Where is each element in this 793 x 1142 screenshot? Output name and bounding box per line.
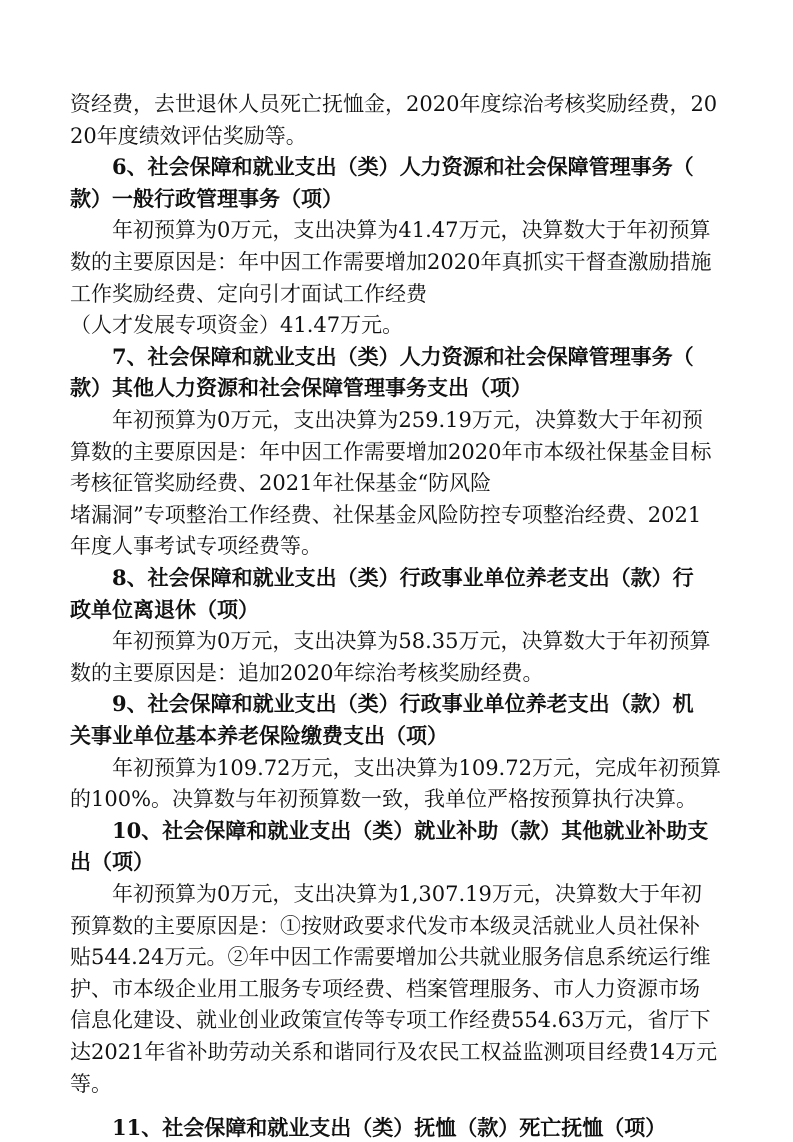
paragraph-line: 达2021年省补助劳动关系和谐同行及农民工权益监测项目经费14万元 bbox=[70, 1040, 718, 1064]
paragraph-line: 数的主要原因是：年中因工作需要增加2020年真抓实干督查激励措施 bbox=[70, 250, 712, 274]
paragraph-line: 信息化建设、就业创业政策宣传等专项工作经费554.63万元，省厅下 bbox=[70, 1008, 711, 1033]
section-heading-line: 8、社会保障和就业支出（类）行政事业单位养老支出（款）行 bbox=[112, 565, 694, 590]
paragraph-line: 护、市本级企业用工服务专项经费、档案管理服务、市人力资源市场 bbox=[70, 976, 700, 1001]
paragraph-line: 年初预算为0万元，支出决算为259.19万元，决算数大于年初预 bbox=[112, 408, 703, 432]
paragraph-line: 年初预算为0万元，支出决算为1,307.19万元，决算数大于年初 bbox=[112, 882, 702, 906]
section-heading-line: 9、社会保障和就业支出（类）行政事业单位养老支出（款）机 bbox=[112, 691, 694, 717]
paragraph-line: 的100%。决算数与年初预算数一致，我单位严格按预算执行决算。 bbox=[70, 787, 698, 812]
section-heading-line: 款）一般行政管理事务（项） bbox=[70, 185, 343, 211]
paragraph-line: 20年度绩效评估奖励等。 bbox=[70, 123, 307, 148]
section-heading-line: 出（项） bbox=[70, 849, 154, 875]
section-heading-line: 7、社会保障和就业支出（类）人力资源和社会保障管理事务（ bbox=[112, 343, 694, 369]
section-heading-line: 关事业单位基本养老保险缴费支出（项） bbox=[70, 723, 448, 748]
paragraph-line: 堵漏洞”专项整治工作经费、社保基金风险防控专项整治经费、2021 bbox=[70, 502, 702, 527]
paragraph-line: 数的主要原因是：追加2020年综治考核奖励经费。 bbox=[70, 660, 544, 685]
paragraph-line: 年初预算为0万元，支出决算为58.35万元，决算数大于年初预算 bbox=[112, 629, 711, 654]
paragraph-line: 考核征管奖励经费、2021年社保基金“防风险 bbox=[70, 471, 492, 496]
section-heading-line: 10、社会保障和就业支出（类）就业补助（款）其他就业补助支 bbox=[112, 817, 709, 843]
section-heading-line: 政单位离退休（项） bbox=[70, 596, 259, 622]
paragraph-line: 预算数的主要原因是：①按财政要求代发市本级灵活就业人员社保补 bbox=[70, 913, 700, 938]
paragraph-line: 工作奖励经费、定向引才面试工作经费 bbox=[70, 281, 427, 306]
paragraph-line: 年初预算为0万元，支出决算为41.47万元，决算数大于年初预算 bbox=[112, 218, 711, 243]
paragraph-line: （人才发展专项资金）41.47万元。 bbox=[70, 313, 404, 338]
paragraph-line: 贴544.24万元。②年中因工作需要增加公共就业服务信息系统运行维 bbox=[70, 945, 711, 970]
paragraph-line: 等。 bbox=[70, 1071, 112, 1096]
paragraph-line: 资经费，去世退休人员死亡抚恤金，2020年度综治考核奖励经费，20 bbox=[70, 92, 718, 116]
paragraph-line: 算数的主要原因是：年中因工作需要增加2020年市本级社保基金目标 bbox=[70, 439, 712, 464]
paragraph-line: 年度人事考试专项经费等。 bbox=[70, 534, 322, 559]
section-heading-line: 11、社会保障和就业支出（类）抚恤（款）死亡抚恤（项） bbox=[112, 1115, 667, 1141]
section-heading-line: 6、社会保障和就业支出（类）人力资源和社会保障管理事务（ bbox=[112, 154, 694, 180]
section-heading-line: 款）其他人力资源和社会保障管理事务支出（项） bbox=[70, 375, 532, 401]
paragraph-line: 年初预算为109.72万元，支出决算为109.72万元，完成年初预算 bbox=[112, 755, 721, 780]
